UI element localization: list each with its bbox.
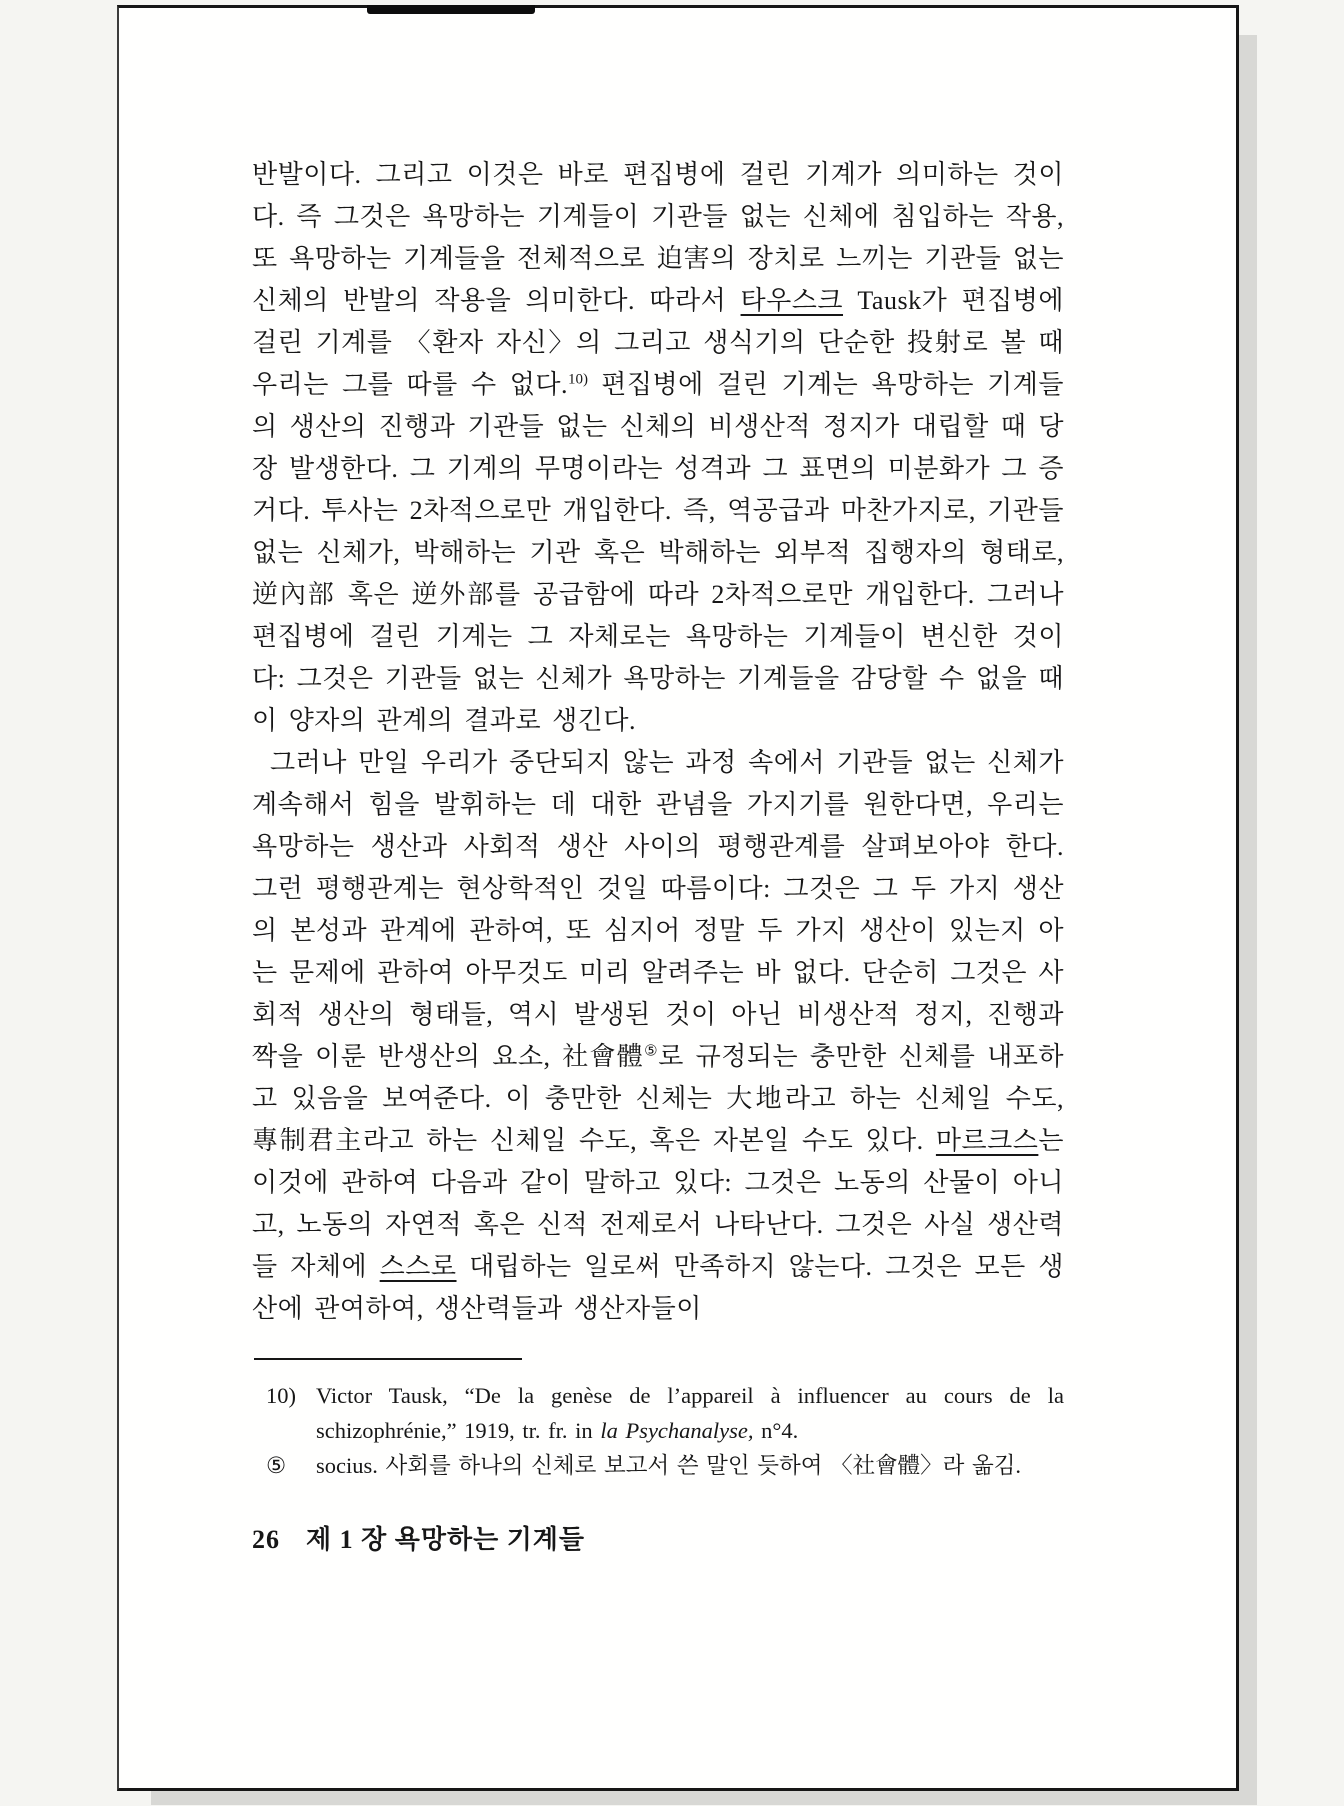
footnote-marker: ⑤: [266, 1453, 287, 1478]
footnote-text: Victor Tausk, “De la genèse de l’appareil à influencer au cours de la schizophrénie,” 1919, tr. fr. in la Psychanalyse, n°4.: [316, 1383, 1064, 1443]
body-paragraph: 반발이다. 그리고 이것은 바로 편집병에 걸린 기계가 의미하는 것이다. 즉 그것은 욕망하는 기계들이 기관들 없는 신체에 침입하는 작용, 또 욕망하는 기계들을 전체적으로 迫害의 장치로 느끼는 기관들 없는 신체의 반발의 작용을 의미한다. 따라서 타우스크 Tausk가 편집병에 걸린 기계를 〈환자 자신〉의 그리고 생식기의 단순한 投射로 볼 때 우리는 그를 따를 수 없다.$^{10)}$ 편집병에 걸린 기계는 욕망하는 기계들의 생산의 진행과 기관들 없는 신체의 비생산적 정지가 대립할 때 당장 발생한다. 그 기계의 무명이라는 성격과 그 표면의 미분화가 그 증거다. 투사는 2차적으로만 개입한다. 즉, 역공급과 마찬가지로, 기관들 없는 신체가, 박해하는 기관 혹은 박해하는 외부적 집행자의 형태로, 逆內部 혹은 逆外部를 공급함에 따라 2차적으로만 개입한다. 그러나 편집병에 걸린 기계는 그 자체로는 욕망하는 기계들이 변신한 것이다: 그것은 기관들 없는 신체가 욕망하는 기계들을 감당할 수 없을 때 이 양자의 관계의 결과로 생긴다.: [252, 160, 1064, 735]
book-page: [117, 5, 1239, 1791]
page-number: 26: [252, 1525, 280, 1554]
footnote: [266, 1448, 1064, 1483]
page-footer: [252, 1519, 1064, 1556]
chapter-title: 제 1 장 욕망하는 기계들: [306, 1525, 586, 1554]
footnote-text: socius. 사회를 하나의 신체로 보고서 쓴 말인 듯하여 〈社會體〉라 옮김.: [316, 1453, 1022, 1478]
footnote-marker: 10): [266, 1383, 296, 1408]
page-content: [119, 8, 1236, 1788]
footnotes-section: [252, 1378, 1064, 1483]
body-paragraph: 그러나 만일 우리가 중단되지 않는 과정 속에서 기관들 없는 신체가 계속해서 힘을 발휘하는 데 대한 관념을 가지기를 원한다면, 우리는 욕망하는 생산과 사회적 생산 사이의 평행관계를 살펴보아야 한다. 그런 평행관계는 현상학적인 것일 따름이다: 그것은 그 두 가지 생산의 본성과 관계에 관하여, 또 심지어 정말 두 가지 생산이 있는지 아는 문제에 관하여 아무것도 미리 알려주는 바 없다. 단순히 그것은 사회적 생산의 형태들, 역시 발생된 것이 아닌 비생산적 정지, 진행과 짝을 이룬 반생산의 요소, 社會體⑤로 규정되는 충만한 신체를 내포하고 있음을 보여준다. 이 충만한 신체는 大地라고 하는 신체일 수도, 專制君主라고 하는 신체일 수도, 혹은 자본일 수도 있다. 마르크스는 이것에 관하여 다음과 같이 말하고 있다: 그것은 노동의 산물이 아니고, 노동의 자연적 혹은 신적 전제로서 나타난다. 그것은 사실 생산력들 자체에 스스로 대립하는 일로써 만족하지 않는다. 그것은 모든 생산에 관여하여, 생산력들과 생산자들이: [252, 748, 1064, 1323]
footnote: [266, 1378, 1064, 1448]
footnote-divider: [254, 1358, 522, 1360]
